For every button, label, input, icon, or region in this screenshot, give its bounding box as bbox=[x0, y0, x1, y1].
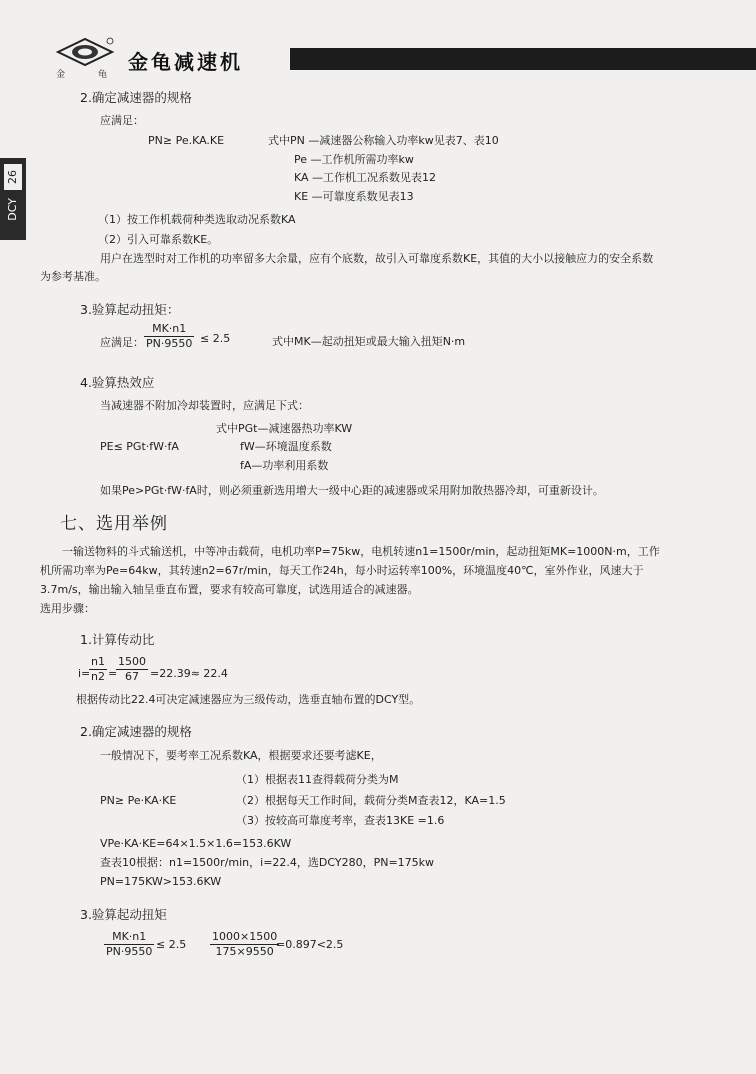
e2-item-1: （1）根据表11查得载荷分类为M bbox=[236, 773, 399, 786]
e1-num-1: n1 bbox=[91, 655, 105, 668]
s4-note: 如果Pe>PGt·fW·fA时，则必须重新选用增大一级中心距的减速器或采用附加散热器冷却，可重新设计。 bbox=[100, 484, 604, 497]
example-intro-line-1: 一输送物料的斗式输送机，中等冲击载荷，电机功率P=75kw，电机转速n1=1500r/min，起动扭矩MK=1000N·m，工作 bbox=[62, 545, 660, 558]
e1-note: 根据传动比22.4可决定减速器应为三级传动，选垂直轴布置的DCY型。 bbox=[76, 693, 421, 706]
s3-denominator: PN·9550 bbox=[146, 336, 193, 350]
e3-den-2: 175×9550 bbox=[215, 944, 274, 958]
e1-lhs: i= bbox=[78, 667, 91, 680]
e3-den-1: PN·9550 bbox=[106, 944, 153, 958]
section-4-title: 4.验算热效应 bbox=[80, 375, 155, 390]
e2-calc: VPe·KA·KE=64×1.5×1.6=153.6KW bbox=[100, 837, 292, 850]
e3-num-2: 1000×1500 bbox=[212, 930, 278, 943]
e3-fraction-1 bbox=[104, 930, 154, 959]
s2-where-1: 式中PN —减速器公称输入功率kw见表7、表10 bbox=[268, 134, 499, 147]
s4-where-2: fW—环境温度系数 bbox=[240, 440, 332, 453]
e1-fraction-2 bbox=[116, 655, 148, 684]
e1-result: =22.39≈ 22.4 bbox=[150, 667, 228, 680]
logo-text-right: 龟 bbox=[98, 70, 108, 80]
e3-fraction-2 bbox=[210, 930, 279, 959]
s2-step-1: （1）按工作机载荷种类选取动况系数KA bbox=[98, 213, 296, 226]
s3-where: 式中MK—起动扭矩或最大输入扭矩N·m bbox=[272, 335, 466, 348]
chapter-7-title: 七、选用举例 bbox=[60, 514, 168, 534]
s2-step-2: （2）引入可靠系数KE。 bbox=[98, 233, 219, 246]
s4-where-1: 式中PGt—减速器热功率KW bbox=[216, 422, 353, 435]
brand-title: 金龟减速机 bbox=[128, 50, 243, 74]
header-bar bbox=[290, 48, 756, 70]
e1-eq: = bbox=[108, 667, 118, 680]
s2-para-line-2: 为参考基准。 bbox=[40, 270, 106, 283]
example-2-title: 2.确定减速器的规格 bbox=[80, 724, 192, 739]
e1-num-2: 1500 bbox=[118, 655, 146, 668]
s2-condition: 应满足： bbox=[100, 114, 144, 127]
e2-item-2: （2）根据每天工作时间，载荷分类M查表12，KA=1.5 bbox=[236, 794, 506, 807]
example-intro-line-2: 机所需功率为Pe=64kw，其转速n2=67r/min，每天工作24h，每小时运转率100%，环境温度40℃，室外作业，风速大于 bbox=[40, 564, 644, 577]
e2-result: PN=175KW>153.6KW bbox=[100, 875, 222, 888]
e1-den-1: n2 bbox=[91, 669, 105, 683]
s2-where-2: Pe —工作机所需功率kw bbox=[294, 153, 414, 166]
example-1-title: 1.计算传动比 bbox=[80, 632, 155, 647]
example-intro-line-3: 3.7m/s，输出输入轴呈垂直布置，要求有较高可靠度，试选用适合的减速器。 bbox=[40, 583, 419, 596]
e2-item-3: （3）按较高可靠度考率，查表13KE =1.6 bbox=[236, 814, 445, 827]
steps-label: 选用步骤： bbox=[40, 602, 95, 615]
s2-formula: PN≥ Pe.KA.KE bbox=[148, 134, 225, 147]
s3-numerator: MK·n1 bbox=[144, 322, 194, 337]
s3-limit: ≤ 2.5 bbox=[200, 332, 231, 345]
e3-result: =0.897<2.5 bbox=[276, 938, 344, 951]
e1-den-2: 67 bbox=[125, 669, 139, 683]
s4-formula: PE≤ PGt·fW·fA bbox=[100, 440, 179, 453]
s3-fraction bbox=[144, 322, 194, 351]
s2-where-3: KA —工作机工况系数见表12 bbox=[294, 171, 437, 184]
s3-condition: 应满足： bbox=[100, 336, 144, 349]
logo-text-left: 金 bbox=[56, 70, 66, 80]
e3-num-1: MK·n1 bbox=[104, 930, 154, 945]
example-3-title: 3.验算起动扭矩 bbox=[80, 907, 167, 922]
series-code: DCY bbox=[6, 198, 19, 221]
section-2-title: 2.确定减速器的规格 bbox=[80, 90, 192, 105]
s4-intro: 当减速器不附加冷却装置时，应满足下式： bbox=[100, 399, 309, 412]
e2-lookup: 查表10根据：n1=1500r/min，i=22.4，选DCY280，PN=175kw bbox=[100, 856, 435, 869]
section-3-title: 3.验算起动扭矩： bbox=[80, 302, 180, 317]
page-number: 26 bbox=[4, 164, 22, 190]
s4-where-3: fA—功率利用系数 bbox=[240, 459, 329, 472]
e3-limit: ≤ 2.5 bbox=[156, 938, 187, 951]
s2-where-4: KE —可靠度系数见表13 bbox=[294, 190, 414, 203]
e1-fraction-1 bbox=[89, 655, 107, 684]
e2-intro: 一般情况下，要考率工况系数KA，根据要求还要考滤KE， bbox=[100, 749, 382, 762]
s2-para-line-1: 用户在选型时对工作机的功率留多大余量，应有个底数，故引入可靠度系数KE，其值的大小以接触应力的安全系数 bbox=[100, 252, 654, 265]
e2-formula: PN≥ Pe·KA·KE bbox=[100, 794, 177, 807]
